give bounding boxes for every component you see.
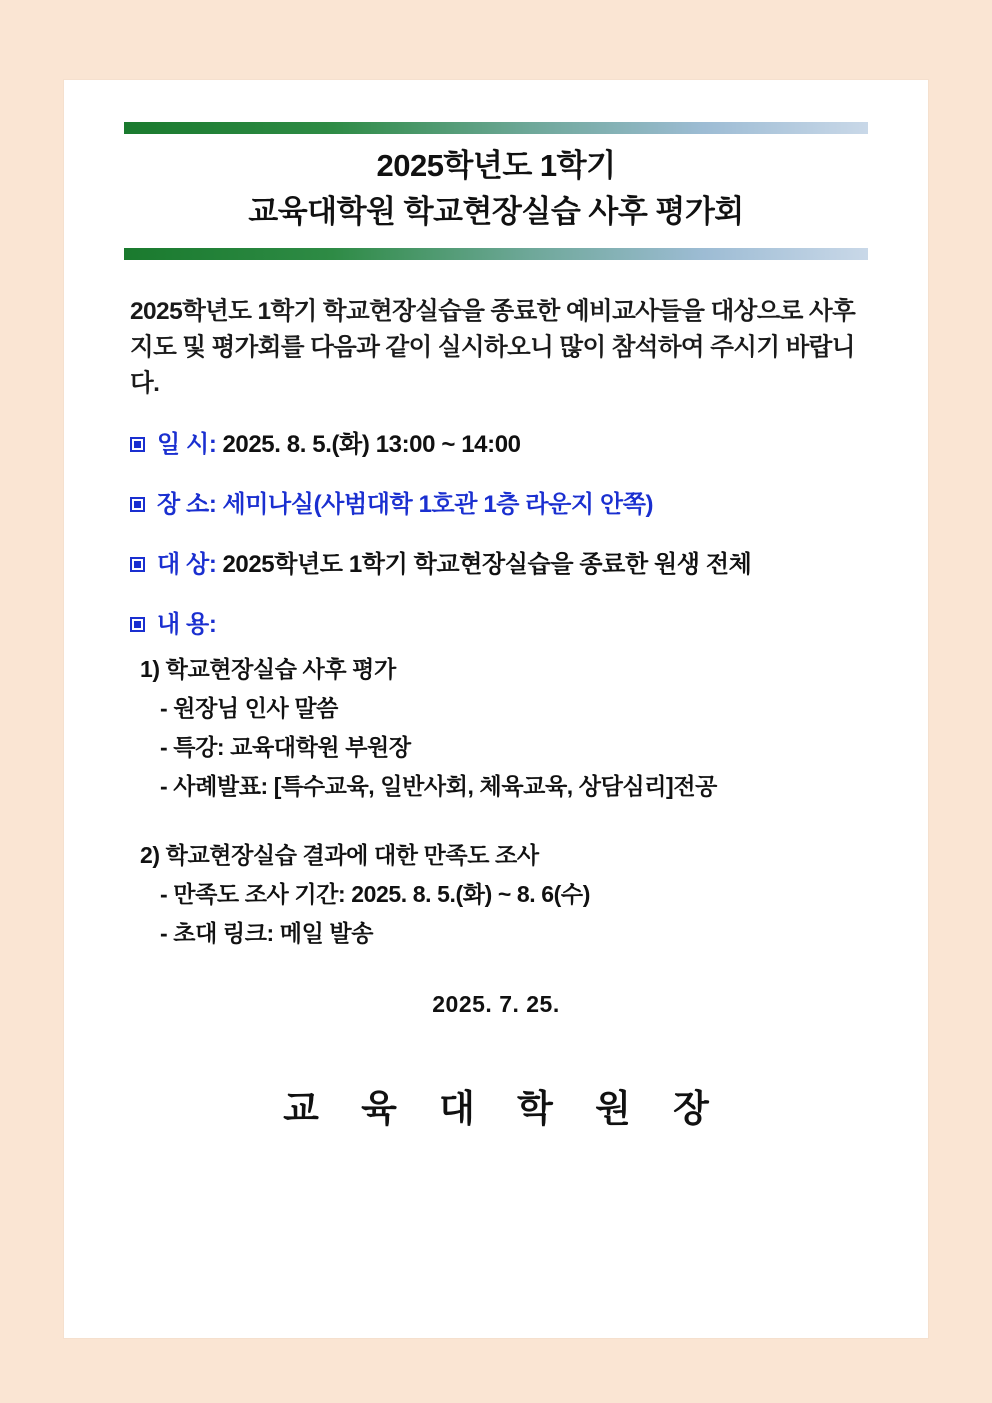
list-item: 2) 학교현장실습 결과에 대한 만족도 조사 xyxy=(140,842,539,868)
field-label-datetime: 일 시: xyxy=(157,431,217,458)
list-spacer xyxy=(92,806,900,828)
detail-field-list xyxy=(92,428,900,642)
field-label-location: 장 소: xyxy=(157,491,217,518)
content-list-1 xyxy=(92,650,900,806)
page-title xyxy=(92,134,900,238)
content-list-2 xyxy=(92,836,900,953)
field-location xyxy=(130,488,900,522)
list-item: - 만족도 조사 기간: 2025. 8. 5.(화) ~ 8. 6(수) xyxy=(160,881,590,907)
square-bullet-icon xyxy=(130,437,145,452)
square-bullet-icon xyxy=(130,557,145,572)
header-divider-top xyxy=(124,122,868,134)
intro-paragraph: 2025학년도 1학기 학교현장실습을 종료한 예비교사들을 대상으로 사후 지도 및 평가회를 다음과 같이 실시하오니 많이 참석하여 주시기 바랍니다. xyxy=(130,298,856,397)
list-item: - 사례발표: [특수교육, 일반사회, 체육교육, 상담심리]전공 xyxy=(160,773,717,799)
signature-line: 교 육 대 학 원 장 xyxy=(283,1088,725,1129)
header-divider-bottom xyxy=(124,248,868,260)
list-item: - 특강: 교육대학원 부원장 xyxy=(160,734,411,760)
notice-page xyxy=(64,80,928,1338)
field-label-audience: 대 상: xyxy=(157,551,217,578)
field-value-audience: 2025학년도 1학기 학교현장실습을 종료한 원생 전체 xyxy=(222,551,752,578)
field-label-content: 내 용: xyxy=(157,611,217,638)
list-item: - 초대 링크: 메일 발송 xyxy=(160,920,374,946)
square-bullet-icon xyxy=(130,497,145,512)
title-line-2: 교육대학원 학교현장실습 사후 평가회 xyxy=(248,194,744,229)
field-value-location: 세미나실(사범대학 1호관 1층 라운지 안쪽) xyxy=(222,491,654,518)
field-datetime xyxy=(130,428,900,462)
field-value-datetime: 2025. 8. 5.(화) 13:00 ~ 14:00 xyxy=(222,431,521,458)
title-line-1: 2025학년도 1학기 xyxy=(376,148,616,183)
notice-date: 2025. 7. 25. xyxy=(432,991,560,1017)
list-item: - 원장님 인사 말씀 xyxy=(160,695,338,721)
field-audience xyxy=(130,548,900,582)
square-bullet-icon xyxy=(130,617,145,632)
list-item: 1) 학교현장실습 사후 평가 xyxy=(140,656,396,682)
notice-inner xyxy=(64,80,928,1338)
field-content xyxy=(130,608,900,642)
